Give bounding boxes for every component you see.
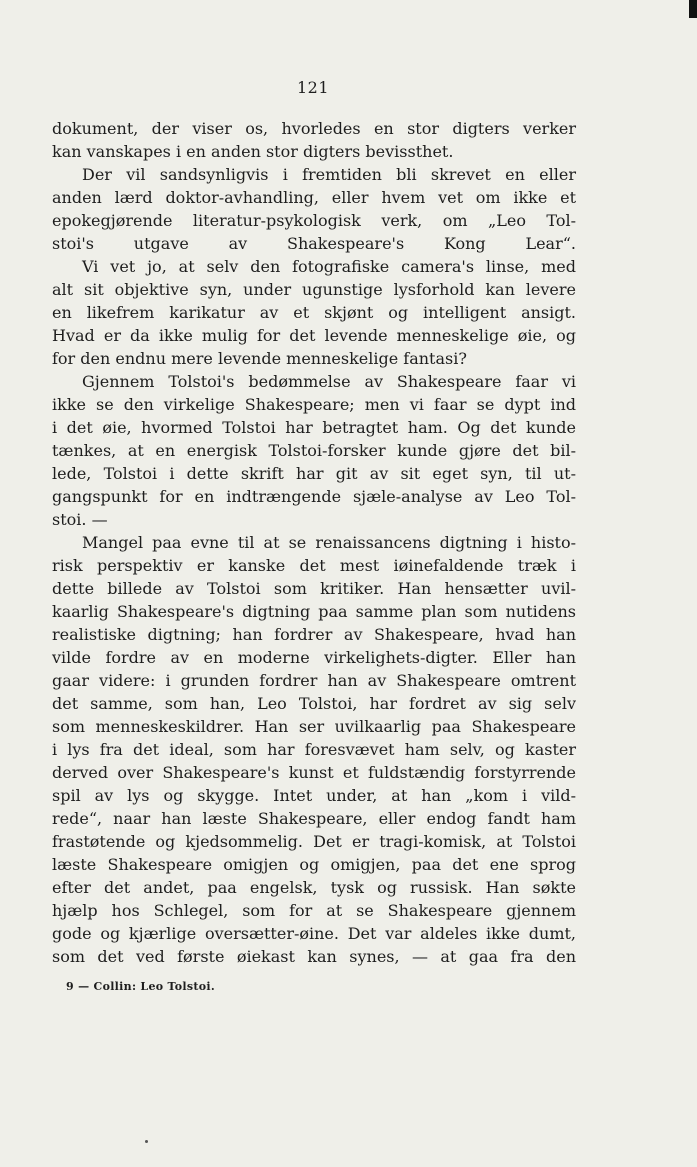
text-line: i lys fra det ideal, som har foresvævet ham selv, og kaster — [52, 740, 576, 759]
text-line: derved over Shakespeare's kunst et fuldstændig forstyrrende — [52, 763, 576, 782]
text-line: kan vanskapes i en anden stor digters bevissthet. — [52, 142, 454, 161]
text-line: rede“, naar han læste Shakespeare, eller endog fandt ham — [52, 809, 576, 828]
text-line: som det ved første øiekast kan synes, — at gaa fra den — [52, 947, 576, 966]
text-line: gaar videre: i grunden fordrer han av Shakespeare omtrent — [52, 671, 576, 690]
page-number: 121 — [296, 78, 330, 97]
text-line: tænkes, at en energisk Tolstoi-forsker kunde gjøre det bil- — [52, 441, 576, 460]
signature-footer: 9 — Collin: Leo Tolstoi. — [66, 980, 215, 993]
text-line: for den endnu mere levende menneskelige fantasi? — [52, 349, 467, 368]
text-line: gangspunkt for en indtrængende sjæle-analyse av Leo Tol- — [52, 487, 576, 506]
text-line: det samme, som han, Leo Tolstoi, har fordret av sig selv — [52, 694, 576, 713]
text-line: anden lærd doktor-avhandling, eller hvem vet om ikke et — [52, 188, 576, 207]
text-line: alt sit objektive syn, under ugunstige lysforhold kan levere — [52, 280, 576, 299]
text-line: risk perspektiv er kanske det mest iøinefaldende træk i — [52, 556, 576, 575]
text-line: ikke se den virkelige Shakespeare; men vi faar se dypt ind — [52, 395, 576, 414]
text-line: Vi vet jo, at selv den fotografiske camera's linse, med — [82, 257, 576, 276]
text-line: frastøtende og kjedsommelig. Det er tragi-komisk, at Tolstoi — [52, 832, 576, 851]
text-line: som menneskeskildrer. Han ser uvilkaarlig paa Shakespeare — [52, 717, 576, 736]
text-line: epokegjørende literatur-psykologisk verk, om „Leo Tol- — [52, 211, 576, 230]
body-text — [52, 117, 576, 968]
text-line: Hvad er da ikke mulig for det levende menneskelige øie, og — [52, 326, 576, 345]
text-line: dette billede av Tolstoi som kritiker. Han hensætter uvil- — [52, 579, 576, 598]
text-line: kaarlig Shakespeare's digtning paa samme plan som nutidens — [52, 602, 576, 621]
text-line: Gjennem Tolstoi's bedømmelse av Shakespeare faar vi — [82, 372, 576, 391]
text-line: læste Shakespeare omigjen og omigjen, paa det ene sprog — [52, 855, 576, 874]
text-line: Mangel paa evne til at se renaissancens digtning i histo- — [82, 533, 576, 552]
page-edge-mark — [689, 0, 697, 18]
text-line: dokument, der viser os, hvorledes en stor digters verker — [52, 119, 576, 138]
text-line: i det øie, hvormed Tolstoi har betragtet ham. Og det kunde — [52, 418, 576, 437]
text-line: realistiske digtning; han fordrer av Shakespeare, hvad han — [52, 625, 576, 644]
text-line: stoi's utgave av Shakespeare's Kong Lear“. — [52, 234, 576, 253]
text-line: gode og kjærlige oversætter-øine. Det var aldeles ikke dumt, — [52, 924, 576, 943]
text-line: vilde fordre av en moderne virkelighets-digter. Eller han — [52, 648, 576, 667]
text-line: en likefrem karikatur av et skjønt og intelligent ansigt. — [52, 303, 576, 322]
text-line: hjælp hos Schlegel, som for at se Shakespeare gjennem — [52, 901, 576, 920]
paper-speck — [145, 1140, 148, 1143]
text-line: Der vil sandsynligvis i fremtiden bli skrevet en eller — [82, 165, 576, 184]
text-line: lede, Tolstoi i dette skrift har git av sit eget syn, til ut- — [52, 464, 576, 483]
text-line: stoi. — — [52, 510, 108, 529]
text-line: spil av lys og skygge. Intet under, at han „kom i vild- — [52, 786, 576, 805]
text-line: efter det andet, paa engelsk, tysk og russisk. Han søkte — [52, 878, 576, 897]
